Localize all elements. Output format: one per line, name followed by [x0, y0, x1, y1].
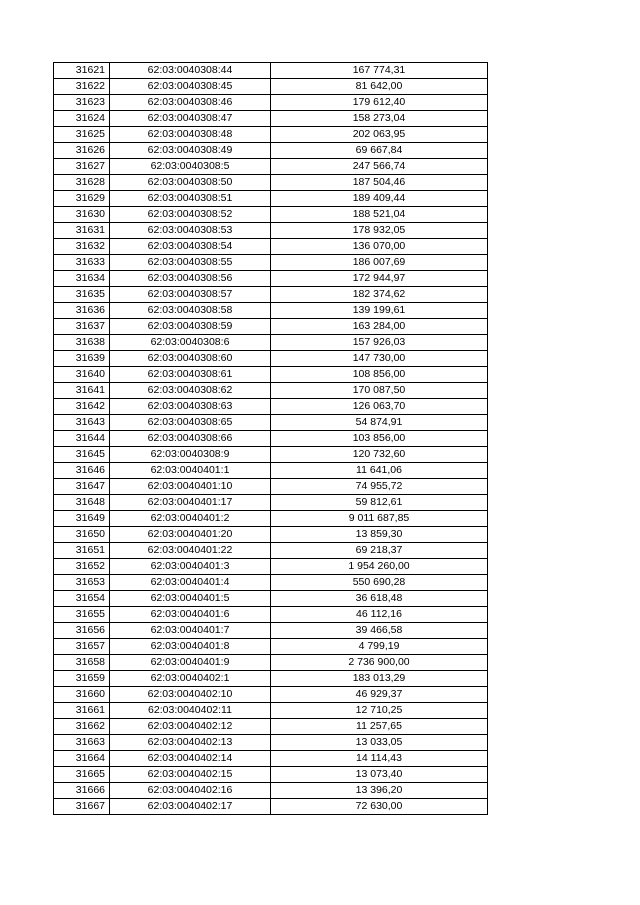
- table-row: [54, 767, 488, 783]
- table-row: [54, 351, 488, 367]
- row-number-cell: 31628: [54, 175, 110, 191]
- cadastral-number-cell: 62:03:0040401:2: [110, 511, 271, 527]
- table-row: [54, 543, 488, 559]
- cadastral-number-cell: 62:03:0040308:44: [110, 63, 271, 79]
- cadastral-value-cell: 170 087,50: [271, 383, 488, 399]
- cadastral-value-cell: 103 856,00: [271, 431, 488, 447]
- table-row: [54, 399, 488, 415]
- cadastral-value-cell: 126 063,70: [271, 399, 488, 415]
- row-number-cell: 31647: [54, 479, 110, 495]
- cadastral-number-cell: 62:03:0040308:47: [110, 111, 271, 127]
- cadastral-number-cell: 62:03:0040308:53: [110, 223, 271, 239]
- row-number-cell: 31638: [54, 335, 110, 351]
- cadastral-number-cell: 62:03:0040401:7: [110, 623, 271, 639]
- row-number-cell: 31623: [54, 95, 110, 111]
- cadastral-value-cell: 69 667,84: [271, 143, 488, 159]
- table-row: [54, 479, 488, 495]
- row-number-cell: 31654: [54, 591, 110, 607]
- row-number-cell: 31650: [54, 527, 110, 543]
- cadastral-number-cell: 62:03:0040308:48: [110, 127, 271, 143]
- cadastral-value-cell: 12 710,25: [271, 703, 488, 719]
- cadastral-number-cell: 62:03:0040308:5: [110, 159, 271, 175]
- table-row: [54, 671, 488, 687]
- table-row: [54, 159, 488, 175]
- row-number-cell: 31667: [54, 799, 110, 815]
- row-number-cell: 31637: [54, 319, 110, 335]
- cadastral-value-cell: 9 011 687,85: [271, 511, 488, 527]
- cadastral-value-cell: 157 926,03: [271, 335, 488, 351]
- table-row: [54, 511, 488, 527]
- cadastral-number-cell: 62:03:0040308:49: [110, 143, 271, 159]
- cadastral-value-cell: 36 618,48: [271, 591, 488, 607]
- row-number-cell: 31636: [54, 303, 110, 319]
- cadastral-value-cell: 188 521,04: [271, 207, 488, 223]
- cadastral-number-cell: 62:03:0040402:11: [110, 703, 271, 719]
- table-row: [54, 719, 488, 735]
- cadastral-value-cell: 183 013,29: [271, 671, 488, 687]
- table-row: [54, 431, 488, 447]
- cadastral-value-cell: 158 273,04: [271, 111, 488, 127]
- row-number-cell: 31657: [54, 639, 110, 655]
- row-number-cell: 31666: [54, 783, 110, 799]
- row-number-cell: 31625: [54, 127, 110, 143]
- cadastral-number-cell: 62:03:0040308:65: [110, 415, 271, 431]
- row-number-cell: 31658: [54, 655, 110, 671]
- cadastral-number-cell: 62:03:0040308:51: [110, 191, 271, 207]
- cadastral-number-cell: 62:03:0040402:14: [110, 751, 271, 767]
- cadastral-value-cell: 120 732,60: [271, 447, 488, 463]
- table-row: [54, 319, 488, 335]
- cadastral-number-cell: 62:03:0040308:61: [110, 367, 271, 383]
- row-number-cell: 31665: [54, 767, 110, 783]
- table-row: [54, 175, 488, 191]
- row-number-cell: 31653: [54, 575, 110, 591]
- cadastral-value-cell: 139 199,61: [271, 303, 488, 319]
- cadastral-number-cell: 62:03:0040401:9: [110, 655, 271, 671]
- table-row: [54, 143, 488, 159]
- table-row: [54, 191, 488, 207]
- cadastral-value-cell: 11 257,65: [271, 719, 488, 735]
- row-number-cell: 31632: [54, 239, 110, 255]
- table-row: [54, 623, 488, 639]
- cadastral-number-cell: 62:03:0040401:10: [110, 479, 271, 495]
- table-row: [54, 239, 488, 255]
- cadastral-value-cell: 72 630,00: [271, 799, 488, 815]
- table-row: [54, 63, 488, 79]
- cadastral-value-cell: 147 730,00: [271, 351, 488, 367]
- row-number-cell: 31663: [54, 735, 110, 751]
- cadastral-value-cell: 13 396,20: [271, 783, 488, 799]
- row-number-cell: 31664: [54, 751, 110, 767]
- row-number-cell: 31651: [54, 543, 110, 559]
- table-row: [54, 287, 488, 303]
- cadastral-number-cell: 62:03:0040308:6: [110, 335, 271, 351]
- cadastral-number-cell: 62:03:0040308:46: [110, 95, 271, 111]
- cadastral-value-cell: 81 642,00: [271, 79, 488, 95]
- cadastral-number-cell: 62:03:0040308:50: [110, 175, 271, 191]
- cadastral-number-cell: 62:03:0040308:54: [110, 239, 271, 255]
- cadastral-number-cell: 62:03:0040402:1: [110, 671, 271, 687]
- row-number-cell: 31639: [54, 351, 110, 367]
- cadastral-value-cell: 182 374,62: [271, 287, 488, 303]
- row-number-cell: 31642: [54, 399, 110, 415]
- row-number-cell: 31661: [54, 703, 110, 719]
- cadastral-value-cell: 136 070,00: [271, 239, 488, 255]
- row-number-cell: 31648: [54, 495, 110, 511]
- row-number-cell: 31640: [54, 367, 110, 383]
- table-row: [54, 111, 488, 127]
- table-row: [54, 703, 488, 719]
- cadastral-number-cell: 62:03:0040308:45: [110, 79, 271, 95]
- cadastral-number-cell: 62:03:0040402:15: [110, 767, 271, 783]
- cadastral-value-cell: 74 955,72: [271, 479, 488, 495]
- cadastral-value-cell: 202 063,95: [271, 127, 488, 143]
- cadastral-number-cell: 62:03:0040401:17: [110, 495, 271, 511]
- cadastral-number-cell: 62:03:0040401:22: [110, 543, 271, 559]
- cadastral-value-cell: 187 504,46: [271, 175, 488, 191]
- cadastral-number-cell: 62:03:0040308:56: [110, 271, 271, 287]
- row-number-cell: 31645: [54, 447, 110, 463]
- table-body: [54, 63, 488, 815]
- cadastral-value-cell: 247 566,74: [271, 159, 488, 175]
- table-row: [54, 415, 488, 431]
- table-row: [54, 639, 488, 655]
- row-number-cell: 31634: [54, 271, 110, 287]
- cadastral-value-cell: 1 954 260,00: [271, 559, 488, 575]
- cadastral-value-cell: 2 736 900,00: [271, 655, 488, 671]
- table-row: [54, 751, 488, 767]
- table-row: [54, 223, 488, 239]
- cadastral-number-cell: 62:03:0040402:12: [110, 719, 271, 735]
- table-row: [54, 303, 488, 319]
- cadastral-value-cell: 186 007,69: [271, 255, 488, 271]
- table-row: [54, 95, 488, 111]
- cadastral-number-cell: 62:03:0040402:16: [110, 783, 271, 799]
- cadastral-number-cell: 62:03:0040402:13: [110, 735, 271, 751]
- row-number-cell: 31629: [54, 191, 110, 207]
- row-number-cell: 31649: [54, 511, 110, 527]
- cadastral-number-cell: 62:03:0040402:10: [110, 687, 271, 703]
- table-row: [54, 127, 488, 143]
- table-row: [54, 367, 488, 383]
- cadastral-number-cell: 62:03:0040401:4: [110, 575, 271, 591]
- cadastral-number-cell: 62:03:0040401:8: [110, 639, 271, 655]
- cadastral-value-cell: 14 114,43: [271, 751, 488, 767]
- row-number-cell: 31652: [54, 559, 110, 575]
- table-row: [54, 255, 488, 271]
- cadastral-value-cell: 163 284,00: [271, 319, 488, 335]
- table-row: [54, 687, 488, 703]
- cadastral-number-cell: 62:03:0040401:20: [110, 527, 271, 543]
- cadastral-value-cell: 54 874,91: [271, 415, 488, 431]
- cadastral-number-cell: 62:03:0040401:3: [110, 559, 271, 575]
- cadastral-value-cell: 13 073,40: [271, 767, 488, 783]
- row-number-cell: 31659: [54, 671, 110, 687]
- row-number-cell: 31627: [54, 159, 110, 175]
- cadastral-value-cell: 179 612,40: [271, 95, 488, 111]
- cadastral-number-cell: 62:03:0040401:6: [110, 607, 271, 623]
- cadastral-number-cell: 62:03:0040308:59: [110, 319, 271, 335]
- cadastral-value-cell: 172 944,97: [271, 271, 488, 287]
- cadastral-number-cell: 62:03:0040308:60: [110, 351, 271, 367]
- table-row: [54, 783, 488, 799]
- cadastral-value-cell: 178 932,05: [271, 223, 488, 239]
- cadastral-value-cell: 108 856,00: [271, 367, 488, 383]
- cadastral-number-cell: 62:03:0040308:57: [110, 287, 271, 303]
- cadastral-value-cell: 46 112,16: [271, 607, 488, 623]
- table-row: [54, 79, 488, 95]
- table-row: [54, 655, 488, 671]
- cadastral-number-cell: 62:03:0040308:63: [110, 399, 271, 415]
- row-number-cell: 31630: [54, 207, 110, 223]
- table-row: [54, 735, 488, 751]
- cadastral-value-cell: 4 799,19: [271, 639, 488, 655]
- row-number-cell: 31646: [54, 463, 110, 479]
- row-number-cell: 31643: [54, 415, 110, 431]
- cadastral-value-cell: 13 033,05: [271, 735, 488, 751]
- row-number-cell: 31621: [54, 63, 110, 79]
- table-row: [54, 575, 488, 591]
- table-row: [54, 207, 488, 223]
- cadastral-number-cell: 62:03:0040308:55: [110, 255, 271, 271]
- cadastral-number-cell: 62:03:0040308:66: [110, 431, 271, 447]
- row-number-cell: 31631: [54, 223, 110, 239]
- row-number-cell: 31633: [54, 255, 110, 271]
- cadastral-value-cell: 167 774,31: [271, 63, 488, 79]
- cadastral-value-cell: 46 929,37: [271, 687, 488, 703]
- table-row: [54, 527, 488, 543]
- row-number-cell: 31656: [54, 623, 110, 639]
- table-row: [54, 271, 488, 287]
- cadastral-value-cell: 39 466,58: [271, 623, 488, 639]
- table-row: [54, 383, 488, 399]
- cadastral-number-cell: 62:03:0040308:52: [110, 207, 271, 223]
- table-row: [54, 447, 488, 463]
- row-number-cell: 31655: [54, 607, 110, 623]
- table-row: [54, 335, 488, 351]
- row-number-cell: 31644: [54, 431, 110, 447]
- table-row: [54, 799, 488, 815]
- cadastral-value-cell: 550 690,28: [271, 575, 488, 591]
- row-number-cell: 31622: [54, 79, 110, 95]
- row-number-cell: 31660: [54, 687, 110, 703]
- table-row: [54, 607, 488, 623]
- row-number-cell: 31624: [54, 111, 110, 127]
- cadastral-number-cell: 62:03:0040402:17: [110, 799, 271, 815]
- cadastral-value-cell: 189 409,44: [271, 191, 488, 207]
- table-row: [54, 591, 488, 607]
- cadastral-value-cell: 69 218,37: [271, 543, 488, 559]
- row-number-cell: 31626: [54, 143, 110, 159]
- cadastral-number-cell: 62:03:0040308:9: [110, 447, 271, 463]
- table-row: [54, 463, 488, 479]
- cadastral-value-cell: 59 812,61: [271, 495, 488, 511]
- row-number-cell: 31641: [54, 383, 110, 399]
- cadastral-number-cell: 62:03:0040401:5: [110, 591, 271, 607]
- cadastral-number-cell: 62:03:0040308:62: [110, 383, 271, 399]
- cadastral-value-cell: 11 641,06: [271, 463, 488, 479]
- cadastral-number-cell: 62:03:0040401:1: [110, 463, 271, 479]
- cadastral-number-cell: 62:03:0040308:58: [110, 303, 271, 319]
- cadastral-value-cell: 13 859,30: [271, 527, 488, 543]
- table-row: [54, 559, 488, 575]
- row-number-cell: 31662: [54, 719, 110, 735]
- cadastral-value-table: [53, 62, 488, 815]
- table-row: [54, 495, 488, 511]
- row-number-cell: 31635: [54, 287, 110, 303]
